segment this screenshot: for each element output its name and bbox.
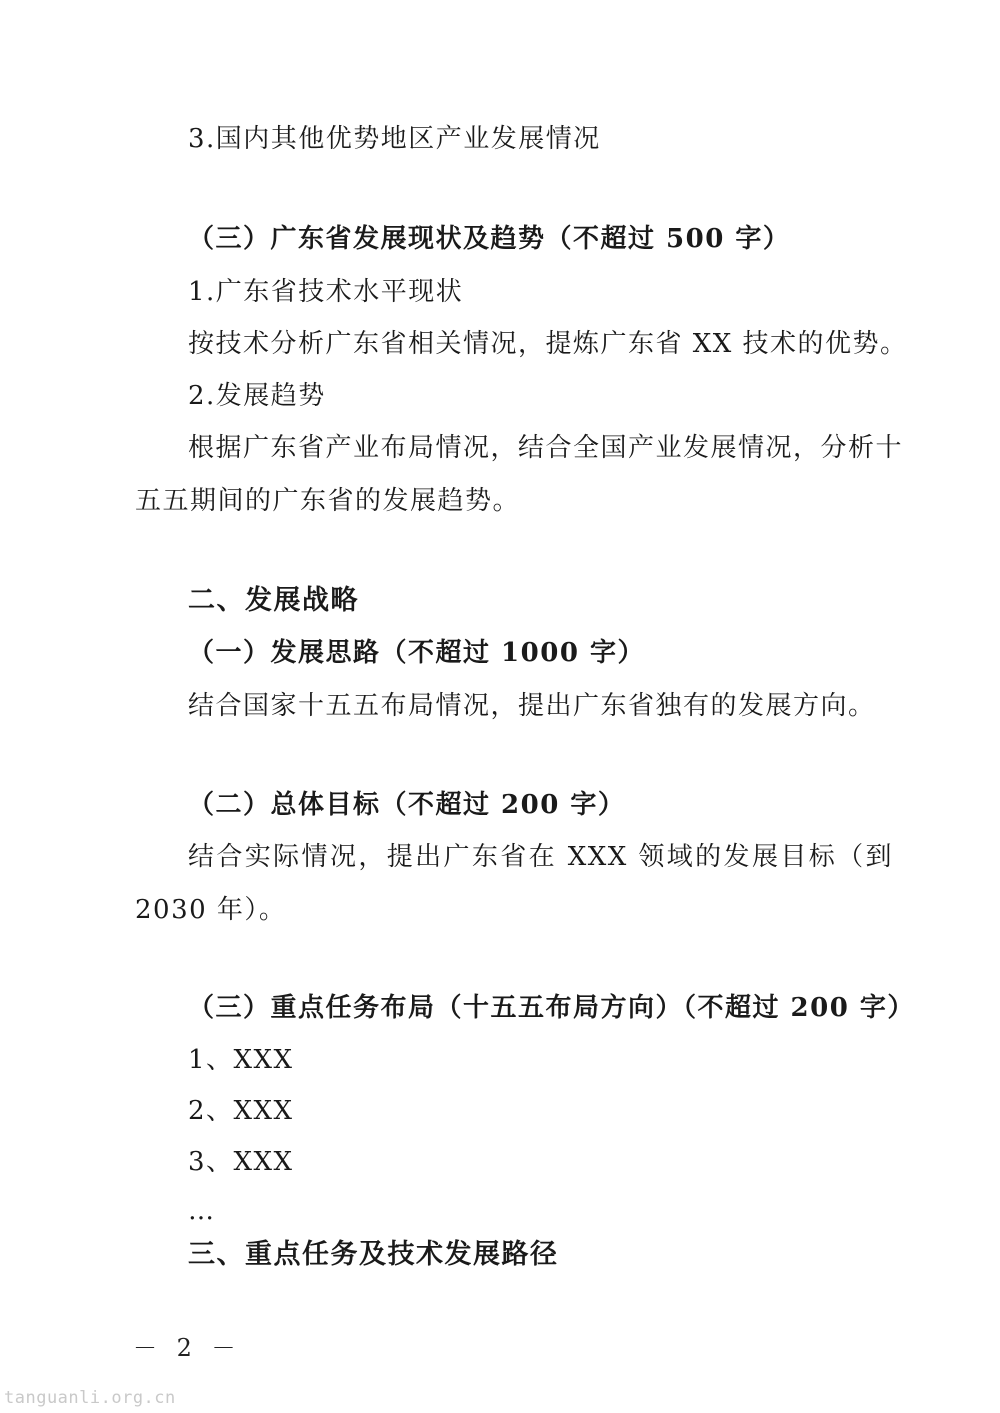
subsection-item-3: 3.国内其他优势地区产业发展情况: [188, 124, 601, 154]
page-number: － 2 －: [133, 1334, 242, 1362]
paragraph-goals-line-1: 结合实际情况，提出广东省在 XXX 领域的发展目标（到: [188, 842, 893, 872]
list-item: 1、XXX: [188, 1045, 294, 1075]
list-ellipsis: …: [188, 1196, 216, 1226]
list-item: 2、XXX: [188, 1096, 294, 1126]
section-heading-thinking: （一）发展思路（不超过 1000 字）: [188, 638, 645, 668]
section-heading-guangdong-status: （三）广东省发展现状及趋势（不超过 500 字）: [188, 224, 791, 254]
paragraph-tech-analysis: 按技术分析广东省相关情况，提炼广东省 XX 技术的优势。: [188, 329, 908, 359]
paragraph-trend-line-1: 根据广东省产业布局情况，结合全国产业发展情况，分析十: [188, 433, 904, 463]
chapter-heading-strategy: 二、发展战略: [188, 585, 359, 616]
section-heading-goals: （二）总体目标（不超过 200 字）: [188, 790, 626, 820]
chapter-heading-key-tasks-path: 三、重点任务及技术发展路径: [188, 1239, 559, 1270]
paragraph-trend-line-2: 五五期间的广东省的发展趋势。: [135, 486, 521, 516]
watermark-text: tanguanli.org.cn: [4, 1388, 176, 1408]
subsection-item-1: 1.广东省技术水平现状: [188, 277, 464, 307]
list-item: 3、XXX: [188, 1147, 294, 1177]
section-heading-key-tasks: （三）重点任务布局（十五五布局方向）（不超过 200 字）: [188, 993, 915, 1023]
paragraph-direction: 结合国家十五五布局情况，提出广东省独有的发展方向。: [188, 691, 876, 721]
subsection-item-2: 2.发展趋势: [188, 381, 326, 411]
paragraph-goals-line-2: 2030 年）。: [135, 895, 287, 925]
